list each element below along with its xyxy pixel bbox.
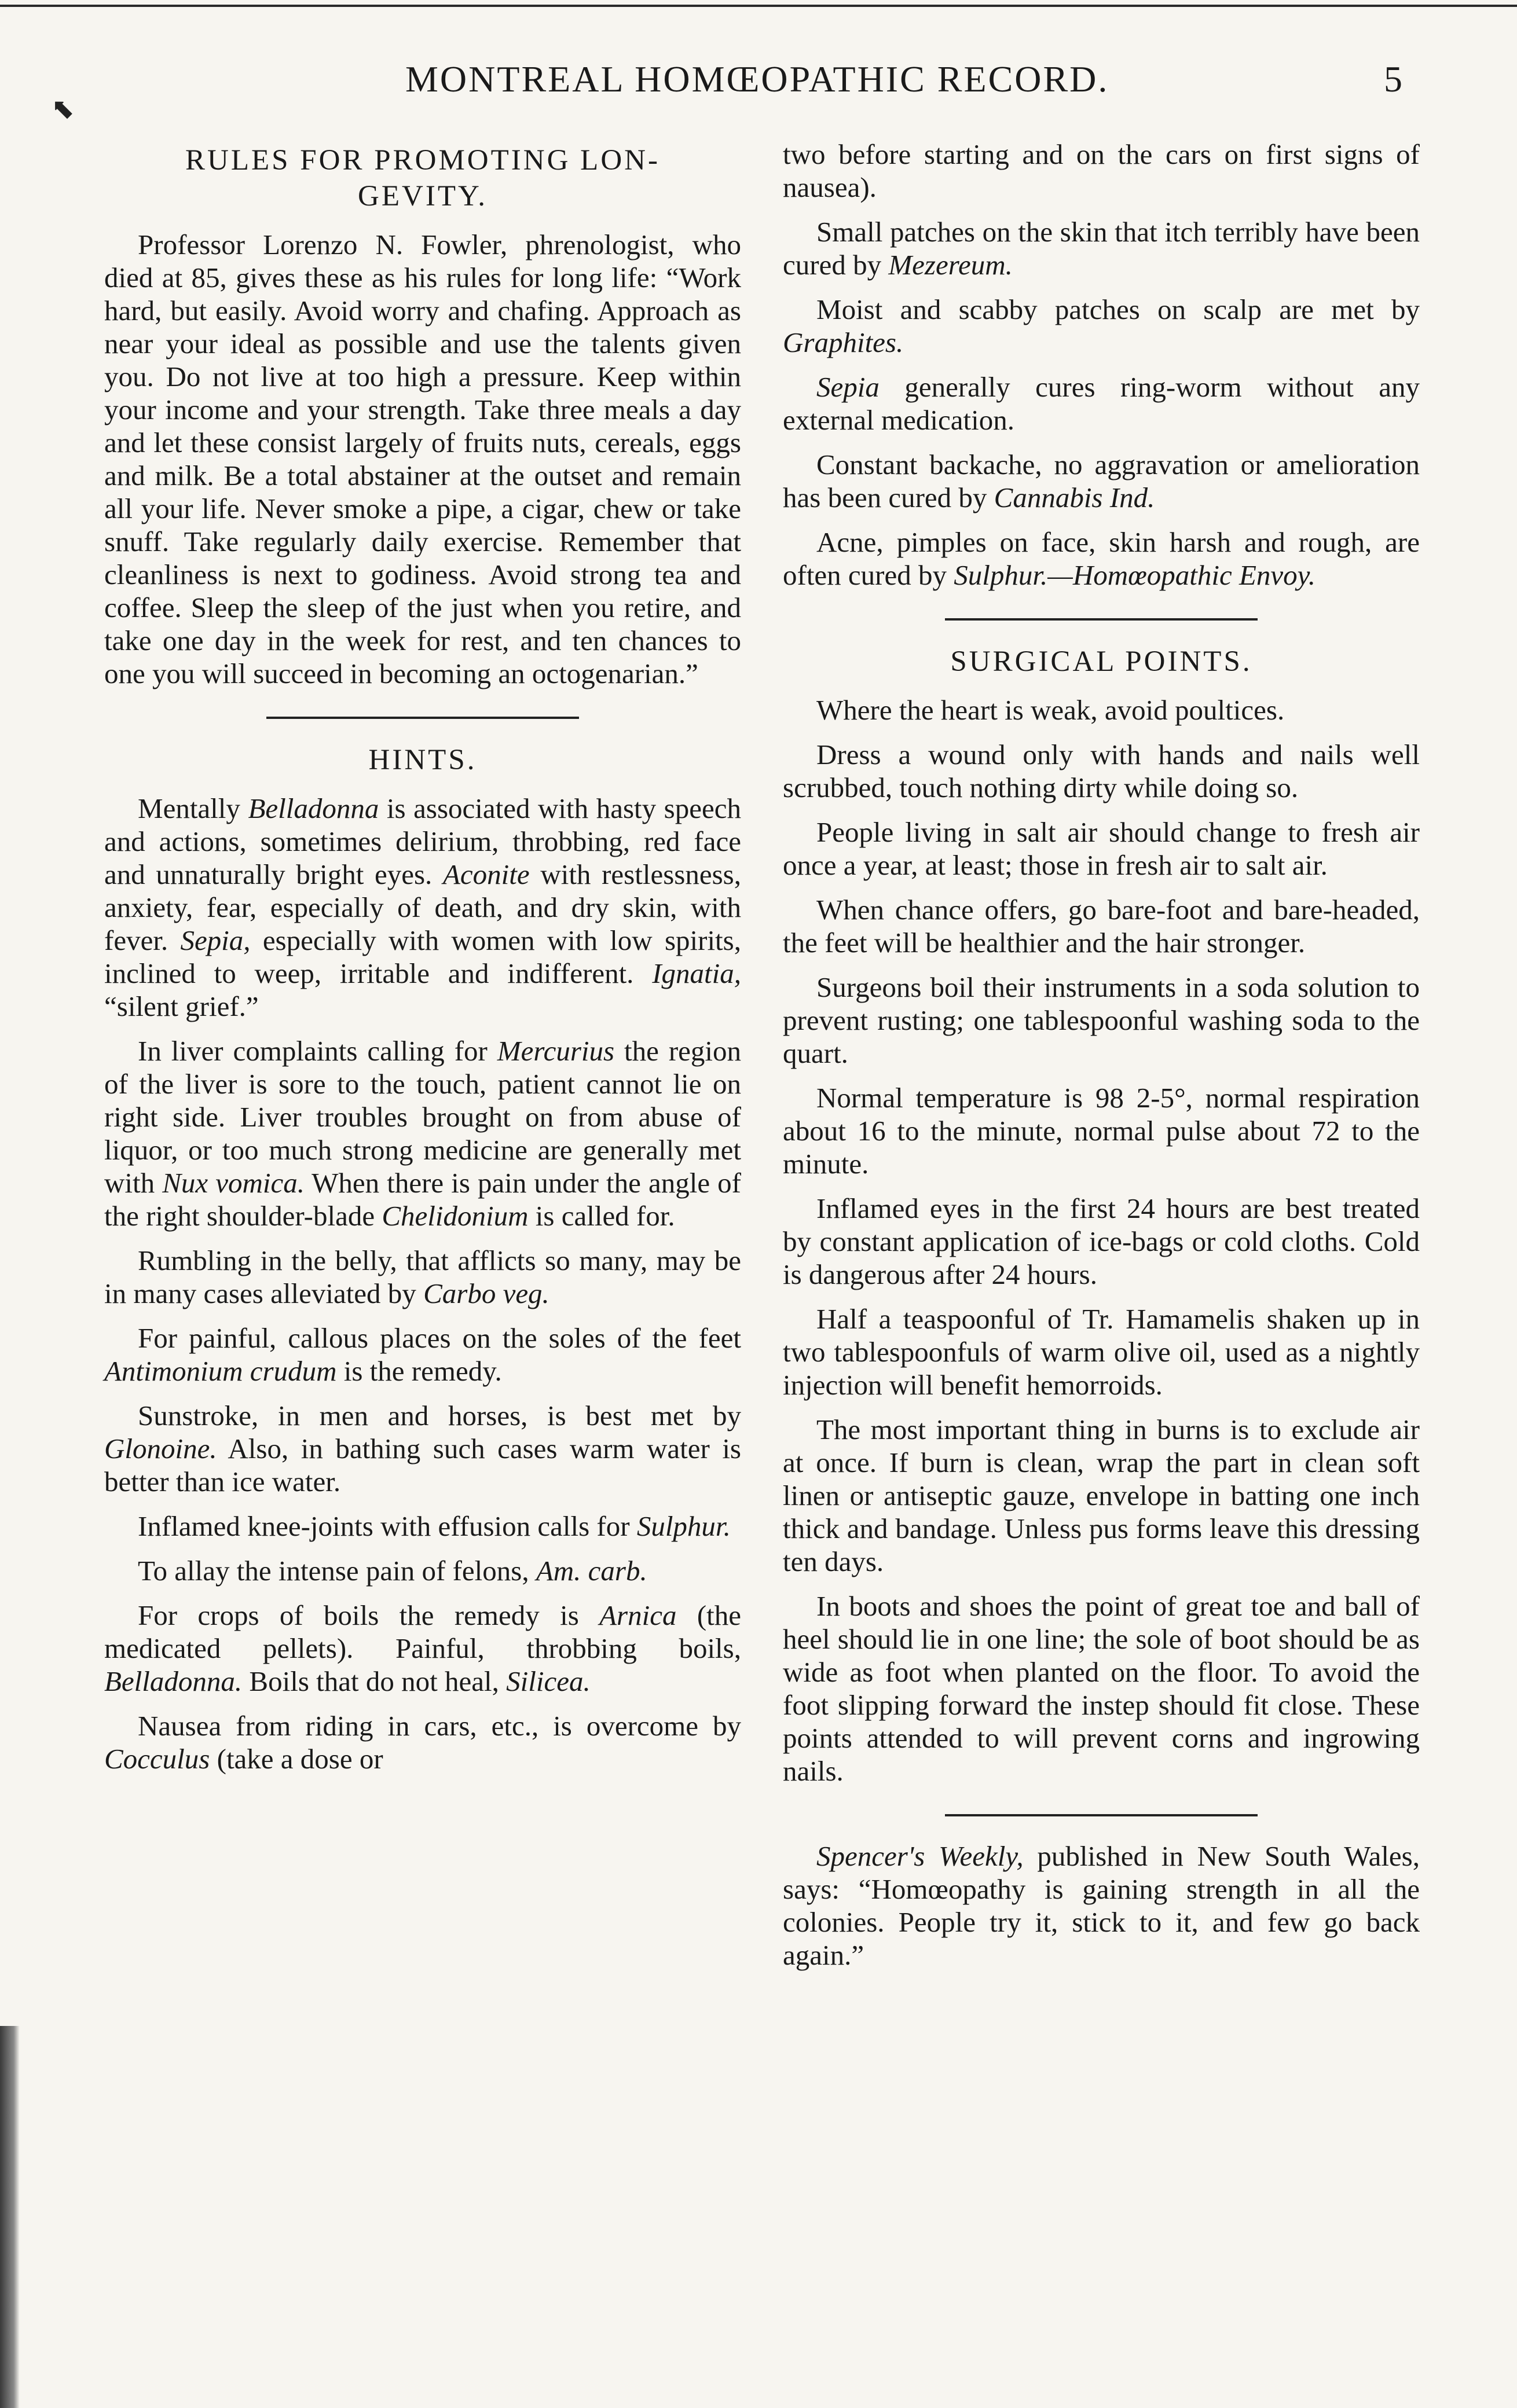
surgical-point: People living in salt air should change to fresh air once a year, at least; those in fresh air to salt air. [783, 816, 1420, 881]
top-border-line [0, 5, 1517, 7]
surgical-point: Inflamed eyes in the first 24 hours are best treated by constant application of ice-bags or cold cloths. Cold is dangerous after 24 hours. [783, 1192, 1420, 1290]
section-divider [945, 1814, 1258, 1816]
surgical-point: In boots and shoes the point of great toe and ball of heel should lie in one line; the sole of boot should be as wide as foot when planted on the floor. To avoid the foot slipping forward the instep should fit close. These points attended to will prevent corns and ingrowing nails. [783, 1590, 1420, 1787]
surgical-point: Normal temperature is 98 2-5°, normal respiration about 16 to the minute, normal pulse about 72 to the minute. [783, 1082, 1420, 1180]
hint-paragraph: For painful, callous places on the soles of the feet Antimonium crudum is the remedy. [104, 1322, 741, 1387]
binding-shadow [0, 2026, 20, 2408]
surgical-point: Half a teaspoonful of Tr. Hamamelis shaken up in two tablespoonfuls of warm olive oil, used as a nightly injection will benefit hemorroids. [783, 1303, 1420, 1401]
hint-continuation: two before starting and on the cars on first signs of nausea). [783, 138, 1420, 203]
surgical-point: Surgeons boil their instruments in a soda solution to prevent rusting; one tablespoonful washing soda to the quart. [783, 971, 1420, 1069]
left-column [104, 138, 741, 1787]
hint-paragraph: In liver complaints calling for Mercurius the region of the liver is sore to the touch, patient cannot lie on right side. Liver troubles brought on from abuse of liquor, or too much strong medicine are generally met with Nux vomica. When there is pain under the angle of the right shoulder-blade Chelidonium is called for. [104, 1035, 741, 1232]
surgical-point: Where the heart is weak, avoid poultices. [816, 694, 1285, 726]
section-divider [266, 717, 579, 719]
hint-paragraph: To allay the intense pain of felons, Am. carb. [138, 1555, 647, 1587]
longevity-paragraph: Professor Lorenzo N. Fowler, phrenologist, who died at 85, gives these as his rules for long life: “Work hard, but easily. Avoid worry and chafing. Approach as near your ideal as possible and use the talents given you. Do not live at too high a pressure. Keep within your income and your strength. Take three meals a day and let these consist largely of fruits nuts, cereals, eggs and milk. Be a total abstainer at the outset and remain all your life. Never smoke a pipe, a cigar, chew or take snuff. Take regularly daily exercise. Remember that cleanliness is next to godiness. Avoid strong tea and coffee. Sleep the sleep of the just when you retire, and take one day in the week for rest, and ten chances to one you will succeed in becoming an octogenarian.” [104, 229, 741, 689]
hint-paragraph: Sepia generally cures ring-worm without any external medication. [783, 371, 1420, 436]
hint-paragraph: Mentally Belladonna is associated with hasty speech and actions, sometimes delirium, throbbing, red face and unnaturally bright eyes. Aconite with restlessness, anxiety, fear, especially of death, and dry skin, with fever. Sepia, especially with women with low spirits, inclined to weep, irritable and indifferent. Ignatia, “silent grief.” [104, 792, 741, 1022]
margin-mark: ⬉ [51, 93, 75, 125]
hint-paragraph: Rumbling in the belly, that afflicts so many, may be in many cases alleviated by Carbo veg. [104, 1245, 741, 1309]
section-divider [945, 618, 1258, 621]
surgical-point: When chance offers, go bare-foot and bare-headed, the feet will be healthier and the hair stronger. [783, 894, 1420, 959]
hint-paragraph: Nausea from riding in cars, etc., is overcome by Cocculus (take a dose or [104, 1710, 741, 1775]
hint-paragraph: Constant backache, no aggravation or amelioration has been cured by Cannabis Ind. [783, 449, 1420, 513]
hint-paragraph: Sunstroke, in men and horses, is best met by Glonoine. Also, in bathing such cases warm water is better than ice water. [104, 1400, 741, 1497]
hints-heading: HINTS. [368, 744, 477, 776]
right-column [783, 138, 1420, 1983]
hint-paragraph: Acne, pimples on face, skin harsh and rough, are often cured by Sulphur.—Homœopathic Envoy. [783, 526, 1420, 591]
surgical-heading: SURGICAL POINTS. [950, 645, 1252, 678]
running-title: MONTREAL HOMŒOPATHIC RECORD. [405, 58, 1109, 100]
surgical-point: Dress a wound only with hands and nails well scrubbed, touch nothing dirty while doing so. [783, 739, 1420, 803]
surgical-point: The most important thing in burns is to exclude air at once. If burn is clean, wrap the part in clean soft linen or antiseptic gauze, envelope in batting one inch thick and bandage. Unless pus forms leave this dressing ten days. [783, 1414, 1420, 1577]
page-header [0, 58, 1517, 110]
hint-paragraph: For crops of boils the remedy is Arnica (the medicated pellets). Painful, throbbing boils, Belladonna. Boils that do not heal, Silicea. [104, 1599, 741, 1697]
hint-paragraph: Inflamed knee-joints with effusion calls for Sulphur. [138, 1510, 731, 1542]
longevity-heading: RULES FOR PROMOTING LON-GEVITY. [185, 144, 660, 212]
spencer-quote: Spencer's Weekly, published in New South Wales, says: “Homœopathy is gaining strength in all the colonies. People try it, stick to it, and few go back again.” [783, 1840, 1420, 1971]
page-number: 5 [1384, 58, 1402, 100]
hint-paragraph: Moist and scabby patches on scalp are met by Graphites. [783, 293, 1420, 358]
hint-paragraph: Small patches on the skin that itch terribly have been cured by Mezereum. [783, 216, 1420, 281]
